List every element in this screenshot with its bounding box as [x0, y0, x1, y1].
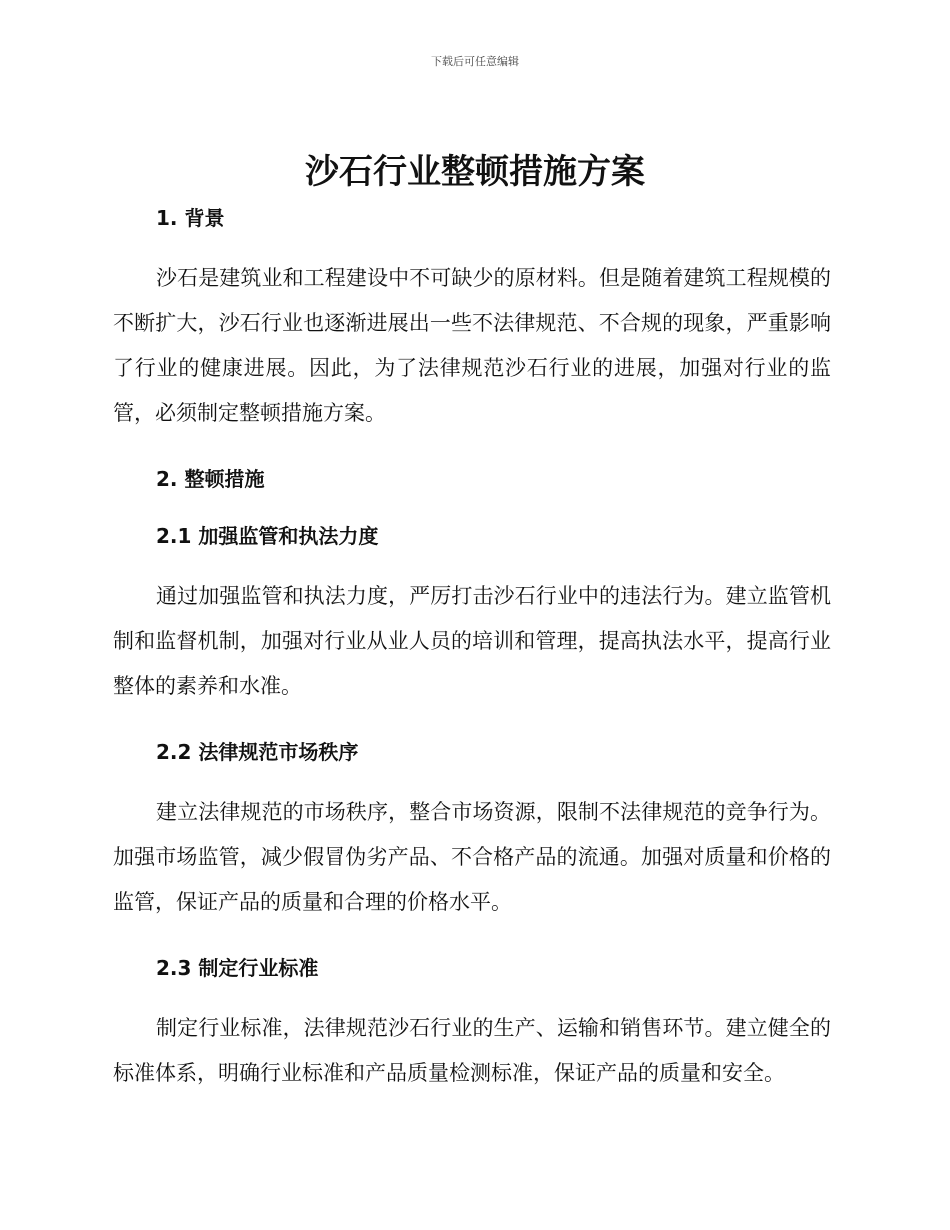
document-title: 沙石行业整顿措施方案	[305, 152, 645, 192]
section-heading-measures: 2. 整顿措施	[156, 467, 265, 491]
paragraph-standards: 制定行业标准，法律规范沙石行业的生产、运输和销售环节。建立健全的标准体系，明确行业标准和产品质量检测标准，保证产品的质量和安全。	[113, 1016, 831, 1085]
paragraph-background: 沙石是建筑业和工程建设中不可缺少的原材料。但是随着建筑工程规模的不断扩大，沙石行业也逐渐进展出一些不法律规范、不合规的现象，严重影响了行业的健康进展。因此，为了法律规范沙石行业的进展，加强对行业的监管，必须制定整顿措施方案。	[113, 266, 831, 425]
section-heading-background: 1. 背景	[156, 206, 225, 230]
subsection-heading-supervision: 2.1 加强监管和执法力度	[156, 524, 379, 548]
subsection-heading-standards: 2.3 制定行业标准	[156, 956, 319, 980]
running-header: 下载后可任意编辑	[431, 55, 519, 68]
subsection-heading-market-order: 2.2 法律规范市场秩序	[156, 740, 359, 764]
paragraph-supervision: 通过加强监管和执法力度，严厉打击沙石行业中的违法行为。建立监管机制和监督机制，加强对行业从业人员的培训和管理，提高执法水平，提高行业整体的素养和水准。	[113, 584, 831, 698]
document-body	[113, 203, 831, 1096]
paragraph-market-order: 建立法律规范的市场秩序，整合市场资源，限制不法律规范的竞争行为。加强市场监管，减少假冒伪劣产品、不合格产品的流通。加强对质量和价格的监管，保证产品的质量和合理的价格水平。	[113, 800, 831, 914]
